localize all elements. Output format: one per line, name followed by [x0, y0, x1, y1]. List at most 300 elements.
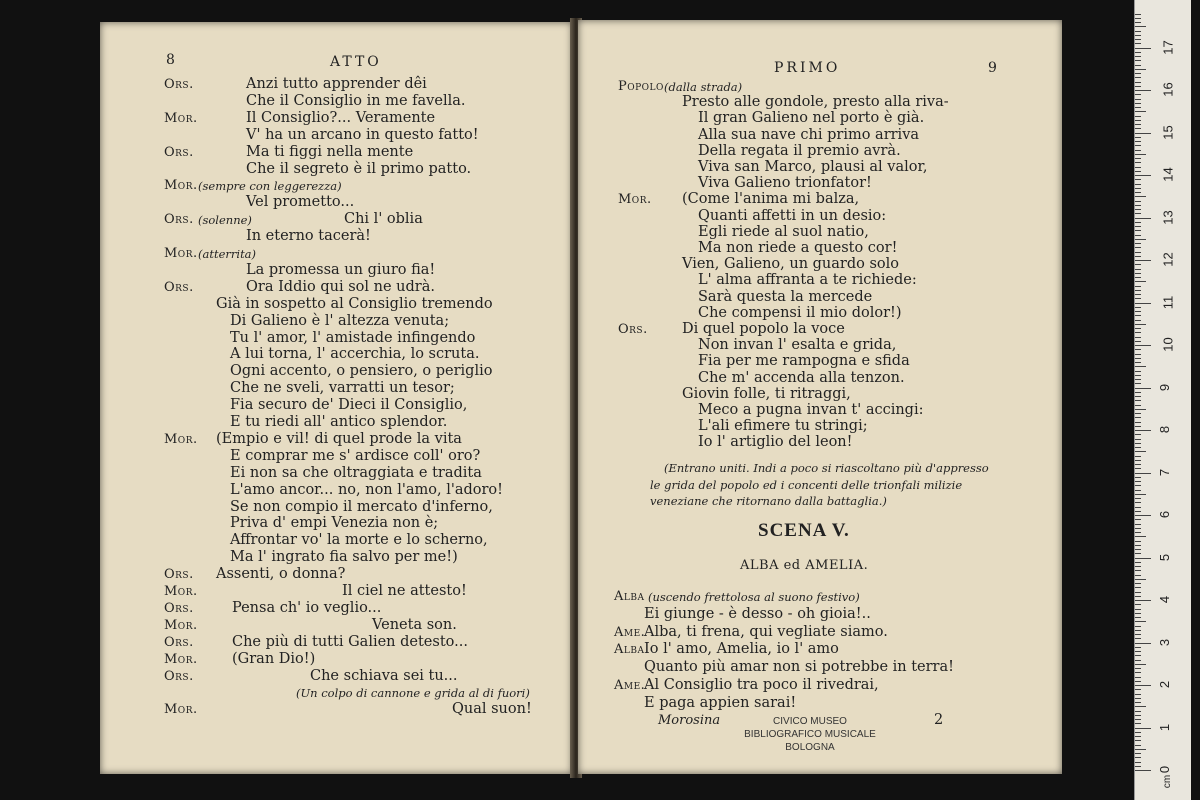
stage-direction: le grida del popolo ed i concenti delle trionfali milizie [650, 477, 963, 492]
ruler-tick [1135, 664, 1146, 665]
ruler-tick [1135, 447, 1141, 448]
ruler-tick [1135, 379, 1141, 380]
ruler-tick [1135, 14, 1141, 15]
ruler-tick [1135, 73, 1141, 74]
ruler-number: 12 [1160, 252, 1176, 267]
verse-lines [578, 20, 1062, 774]
ruler-tick [1135, 630, 1141, 631]
ruler-tick [1135, 757, 1141, 758]
verse-line: Alba, ti frena, qui vegliate siamo. [644, 623, 888, 640]
ruler-tick [1135, 94, 1141, 95]
ruler-tick [1135, 56, 1141, 57]
ruler-tick [1135, 507, 1141, 508]
verse-line: Che compensi il mio dolor!) [698, 304, 902, 321]
verse-line: Egli riede al suol natio, [698, 223, 869, 240]
ruler-tick [1135, 613, 1141, 614]
speaker-label: Mor. [164, 110, 198, 126]
ruler-tick [1135, 286, 1141, 287]
ruler-number: 2 [1157, 680, 1173, 689]
verse-line: Veneta son. [372, 616, 457, 633]
ruler-tick [1135, 570, 1141, 571]
verse-line: Il Consiglio?... Veramente [246, 109, 436, 126]
verse-line: Ma l' ingrato fia salvo per me!) [230, 549, 458, 566]
page-number: 8 [166, 52, 175, 68]
ruler-tick [1135, 422, 1141, 423]
stamp-line: BIBLIOGRAFICO MUSICALE [744, 729, 876, 740]
ruler-tick [1135, 201, 1141, 202]
ruler-tick [1135, 345, 1151, 346]
verse-line: Ei non sa che oltraggiata e tradita [230, 464, 482, 481]
ruler-number: 11 [1160, 295, 1176, 309]
ruler-tick [1135, 298, 1141, 299]
ruler-tick [1135, 307, 1141, 308]
verse-line: Affrontar vo' la morte e lo scherno, [230, 532, 488, 549]
ruler-tick [1135, 162, 1141, 163]
stage-direction: (dalla strada) [664, 80, 743, 94]
ruler-tick [1135, 528, 1141, 529]
verse-line: Io l' artiglio del leon! [698, 434, 853, 451]
ruler-tick [1135, 311, 1141, 312]
ruler-tick [1135, 48, 1151, 49]
ruler-unit: cm [1162, 774, 1174, 789]
ruler-tick [1135, 609, 1141, 610]
ruler-tick [1135, 481, 1141, 482]
ruler-tick [1135, 150, 1141, 151]
ruler-tick [1135, 43, 1141, 44]
ruler-tick [1135, 192, 1141, 193]
speaker-label: Ors. [164, 212, 194, 228]
ruler-tick [1135, 99, 1141, 100]
ruler-tick [1135, 766, 1141, 767]
speaker-label: Mor. [164, 584, 198, 599]
ruler-tick [1135, 247, 1141, 248]
verse-line: Che il segreto è il primo patto. [246, 160, 472, 177]
stage-direction: (uscendo frettolosa al suono festivo) [648, 590, 860, 604]
ruler-tick [1135, 179, 1141, 180]
stage-direction: (atterrita) [198, 247, 257, 261]
verse-line: Di quel popolo la voce [682, 321, 845, 337]
stage-direction: (solenne) [198, 213, 252, 228]
speaker-label: Popolo [618, 79, 664, 94]
ruler-tick [1135, 677, 1141, 678]
ruler-tick [1135, 753, 1141, 754]
verse-line: E comprar me s' ardisce coll' oro? [230, 447, 481, 464]
ruler-tick [1135, 413, 1141, 414]
ruler-tick [1135, 277, 1141, 278]
verse-line: Quanti affetti in un desio: [698, 207, 887, 224]
verse-line: Qual suon! [452, 701, 532, 718]
ruler-tick [1135, 532, 1141, 533]
ruler-tick [1135, 587, 1141, 588]
stage-direction: veneziane che ritornano dalla battaglia.) [650, 494, 887, 508]
verse-line: Alla sua nave chi primo arriva [698, 126, 920, 143]
verse-line: Non invan l' esalta e grida, [698, 337, 897, 354]
ruler-tick [1135, 460, 1141, 461]
ruler-tick [1135, 583, 1141, 584]
verse-line: Che schiava sei tu... [310, 667, 458, 684]
page-number: 9 [988, 60, 997, 76]
ruler-tick [1135, 120, 1141, 121]
ruler-tick [1135, 770, 1151, 771]
ruler-tick [1135, 681, 1141, 682]
verse-line: Vien, Galieno, un guardo solo [682, 256, 900, 273]
ruler-tick [1135, 320, 1141, 321]
ruler-tick [1135, 515, 1151, 516]
ruler-tick [1135, 388, 1151, 389]
ruler-number: 13 [1160, 209, 1176, 225]
ruler-tick [1135, 417, 1141, 418]
ruler-tick [1135, 728, 1151, 729]
ruler-tick [1135, 672, 1141, 673]
speaker-label: Ors. [164, 668, 194, 684]
ruler-tick [1135, 524, 1141, 525]
ruler-tick [1135, 723, 1141, 724]
ruler-number: 5 [1157, 553, 1173, 561]
speaker-label: Ors. [164, 77, 194, 92]
verse-line: Che ne sveli, varratti un tesor; [230, 380, 455, 397]
ruler-tick [1135, 536, 1146, 537]
ruler-tick [1135, 230, 1141, 231]
ruler-tick [1135, 473, 1151, 474]
verse-line: Priva d' empi Venezia non è; [230, 515, 439, 532]
verse-line: Ma ti figgi nella mente [246, 143, 414, 160]
verse-line: Viva san Marco, plausi al valor, [698, 159, 928, 175]
ruler-tick [1135, 451, 1146, 452]
scene-characters: ALBA ed AMELIA. [740, 558, 869, 573]
ruler-number: 10 [1160, 337, 1176, 352]
ruler-tick [1135, 604, 1141, 605]
ruler-tick [1135, 222, 1141, 223]
verse-line: L'ali efimere tu stringi; [698, 418, 868, 435]
ruler-tick [1135, 145, 1141, 146]
ruler-tick [1135, 52, 1141, 53]
verse-line: L' alma affranta a te richiede: [698, 272, 917, 289]
verse-line: E paga appien sarai! [644, 694, 797, 711]
ruler-tick [1135, 22, 1141, 23]
ruler-tick [1135, 90, 1151, 91]
verse-line: Sarà questa la mercede [698, 288, 873, 305]
ruler-number: 7 [1157, 468, 1173, 476]
ruler-tick [1135, 252, 1141, 253]
ruler-tick [1135, 490, 1141, 491]
ruler-tick [1135, 243, 1141, 244]
ruler-tick [1135, 579, 1146, 580]
ruler-tick [1135, 158, 1141, 159]
ruler-tick [1135, 706, 1146, 707]
verse-line: Vel prometto... [246, 194, 355, 211]
verse-line: Meco a pugna invan t' accingi: [698, 402, 924, 418]
speaker-label: Alba [614, 589, 645, 604]
verse-line: (Empio e vil! di quel prode la vita [216, 430, 462, 447]
ruler-tick [1135, 715, 1141, 716]
ruler-tick [1135, 324, 1146, 325]
ruler-tick [1135, 702, 1141, 703]
ruler-tick [1135, 154, 1146, 155]
ruler-tick [1135, 196, 1146, 197]
ruler-number: 3 [1157, 638, 1173, 646]
ruler-tick [1135, 69, 1146, 70]
ruler-tick [1135, 502, 1141, 503]
ruler-tick [1135, 137, 1141, 138]
ruler-tick [1135, 566, 1141, 567]
ruler-tick [1135, 485, 1141, 486]
ruler-tick [1135, 719, 1141, 720]
ruler-tick [1135, 736, 1141, 737]
speaker-label: Ors. [164, 279, 194, 295]
ruler-tick [1135, 592, 1141, 593]
ruler-number: 16 [1160, 82, 1176, 97]
ruler-tick [1135, 600, 1151, 601]
speaker-label: Mor. [164, 431, 198, 447]
ruler-tick [1135, 655, 1141, 656]
ruler-tick [1135, 124, 1141, 125]
verse-line: Fia per me rampogna e sfida [698, 353, 910, 370]
ruler-tick [1135, 337, 1141, 338]
ruler-tick [1135, 647, 1141, 648]
ruler-tick [1135, 235, 1141, 236]
ruler-number: 14 [1160, 167, 1176, 182]
ruler-tick [1135, 643, 1151, 644]
ruler-tick [1135, 575, 1141, 576]
verse-line: Chi l' oblia [344, 211, 423, 228]
footer-signature: Morosina [658, 713, 721, 728]
ruler-tick [1135, 82, 1141, 83]
verse-line: Tu l' amor, l' amistade infingendo [230, 329, 476, 346]
ruler-tick [1135, 651, 1141, 652]
ruler-tick [1135, 184, 1141, 185]
ruler-tick [1135, 638, 1141, 639]
verse-line: Se non compio il mercato d'inferno, [230, 498, 493, 515]
ruler-tick [1135, 107, 1141, 108]
ruler-tick [1135, 128, 1141, 129]
verse-line: Il ciel ne attesto! [342, 583, 467, 599]
ruler-tick [1135, 375, 1141, 376]
ruler-tick [1135, 430, 1151, 431]
ruler-number: 9 [1157, 383, 1173, 391]
ruler-number: 4 [1157, 595, 1173, 604]
ruler-tick [1135, 188, 1141, 189]
verse-line: Di Galieno è l' altezza venuta; [230, 312, 450, 329]
ruler-tick [1135, 256, 1141, 257]
verse-line: Ei giunge - è desso - oh gioia!.. [644, 605, 871, 622]
speaker-label: Ors. [164, 567, 194, 583]
speaker-label: Mor. [164, 651, 198, 667]
stamp-line: BOLOGNA [785, 742, 835, 753]
ruler-tick [1135, 383, 1141, 384]
verse-line: Della regata il premio avrà. [698, 142, 901, 159]
ruler-tick [1135, 562, 1141, 563]
speaker-label: Mor. [164, 246, 198, 261]
speaker-label: Ors. [618, 322, 648, 337]
ruler-tick [1135, 541, 1141, 542]
ruler-number: 0 [1157, 765, 1173, 774]
ruler-tick [1135, 269, 1141, 270]
ruler-tick [1135, 273, 1141, 274]
page-header: ATTO [330, 54, 382, 70]
ruler-tick [1135, 477, 1141, 478]
ruler-tick [1135, 396, 1141, 397]
ruler-tick [1135, 694, 1141, 695]
ruler-tick [1135, 689, 1141, 690]
verse-line: (Come l'anima mi balza, [682, 191, 860, 208]
ruler-tick [1135, 213, 1141, 214]
footer-signature-number: 2 [934, 712, 944, 728]
stamp-line: CIVICO MUSEO [773, 716, 847, 727]
speaker-label: Ame. [614, 678, 646, 693]
ruler-tick [1135, 60, 1141, 61]
verse-line: La promessa un giuro fia! [246, 261, 436, 278]
ruler-tick [1135, 358, 1141, 359]
ruler-tick [1135, 732, 1141, 733]
verse-line: Ma non riede a questo cor! [698, 240, 898, 256]
ruler-number: 6 [1157, 510, 1173, 519]
ruler-tick [1135, 443, 1141, 444]
ruler-tick [1135, 405, 1141, 406]
ruler-tick [1135, 626, 1141, 627]
ruler-tick [1135, 366, 1146, 367]
verse-line: L'amo ancor... no, non l'amo, l'adoro! [230, 481, 503, 498]
ruler-tick [1135, 660, 1141, 661]
ruler-tick [1135, 617, 1141, 618]
ruler-number: 1 [1157, 723, 1173, 731]
ruler-tick [1135, 332, 1141, 333]
ruler-tick [1135, 711, 1141, 712]
ruler-tick [1135, 294, 1141, 295]
ruler-tick [1135, 354, 1141, 355]
ruler-tick [1135, 103, 1141, 104]
verse-line: Io l' amo, Amelia, io l' amo [644, 641, 839, 658]
verse-line: Ora Iddio qui sol ne udrà. [246, 278, 435, 295]
ruler-tick [1135, 519, 1141, 520]
ruler-tick [1135, 86, 1141, 87]
ruler-tick [1135, 31, 1141, 32]
ruler-tick [1135, 65, 1141, 66]
stage-direction: (Entrano uniti. Indi a poco si riascoltano più d'appresso [664, 461, 989, 475]
verse-line: E tu riedi all' antico splendor. [230, 414, 448, 430]
verse-line: Il gran Galieno nel porto è già. [698, 110, 925, 127]
verse-line: Presto alle gondole, presto alla riva- [682, 94, 949, 111]
ruler-tick [1135, 303, 1151, 304]
speaker-label: Ors. [164, 600, 194, 616]
ruler-tick [1135, 621, 1146, 622]
speaker-label: Ame. [614, 624, 646, 640]
ruler-tick [1135, 116, 1141, 117]
ruler-tick [1135, 596, 1141, 597]
stage-direction: (sempre con leggerezza) [198, 179, 342, 194]
ruler-tick [1135, 545, 1141, 546]
ruler-tick [1135, 439, 1141, 440]
page-header: PRIMO [774, 60, 841, 76]
verse-line: Ogni accento, o pensiero, o periglio [230, 363, 493, 380]
ruler-tick [1135, 226, 1141, 227]
ruler-tick [1135, 209, 1141, 210]
ruler-tick [1135, 167, 1141, 168]
ruler-tick [1135, 762, 1141, 763]
ruler-tick [1135, 400, 1141, 401]
ruler-tick [1135, 328, 1141, 329]
ruler-tick [1135, 175, 1151, 176]
verse-line: A lui torna, l' accerchia, lo scruta. [230, 346, 480, 363]
stage-direction: (Un colpo di cannone e grida al di fuori) [296, 686, 530, 701]
ruler-tick [1135, 18, 1141, 19]
verse-line: Anzi tutto apprender dêi [246, 76, 427, 92]
right-page [578, 20, 1062, 774]
ruler-tick [1135, 426, 1141, 427]
verse-line: Che il Consiglio in me favella. [246, 92, 466, 109]
speaker-label: Mor. [164, 617, 198, 633]
ruler-tick [1135, 35, 1141, 36]
ruler-tick [1135, 558, 1151, 559]
ruler-tick [1135, 392, 1141, 393]
verse-line: Che m' accenda alla tenzon. [698, 369, 905, 386]
ruler-tick [1135, 349, 1141, 350]
speaker-label: Mor. [618, 192, 652, 208]
library-stamp [730, 715, 890, 754]
ruler-tick [1135, 464, 1141, 465]
ruler-tick [1135, 315, 1141, 316]
speaker-label: Mor. [164, 702, 198, 718]
ruler-tick [1135, 111, 1146, 112]
left-page [100, 22, 572, 774]
ruler-tick [1135, 141, 1141, 142]
ruler-tick [1135, 456, 1141, 457]
ruler-tick [1135, 39, 1141, 40]
ruler-tick [1135, 290, 1141, 291]
ruler-tick [1135, 205, 1141, 206]
ruler-number: 8 [1157, 425, 1173, 434]
ruler-tick [1135, 341, 1141, 342]
verse-line: Quanto più amar non si potrebbe in terra! [644, 659, 954, 676]
ruler-tick [1135, 468, 1141, 469]
verse-line: Già in sospetto al Consiglio tremendo [216, 295, 493, 312]
ruler-tick [1135, 260, 1151, 261]
scene-title: SCENA V. [758, 520, 850, 541]
ruler-tick [1135, 634, 1141, 635]
ruler-tick [1135, 409, 1146, 410]
ruler-tick [1135, 553, 1141, 554]
ruler-tick [1135, 239, 1146, 240]
verse-line: Pensa ch' io veglio... [232, 599, 382, 616]
ruler-tick [1135, 498, 1141, 499]
ruler-tick [1135, 264, 1141, 265]
speaker-label: Ors. [164, 634, 194, 650]
ruler-tick [1135, 511, 1141, 512]
ruler-tick [1135, 171, 1141, 172]
ruler-tick [1135, 740, 1141, 741]
verse-line: In eterno tacerà! [246, 228, 371, 245]
ruler-tick [1135, 549, 1141, 550]
verse-line: (Gran Dio!) [232, 650, 316, 667]
ruler-tick [1135, 698, 1141, 699]
ruler-tick [1135, 362, 1141, 363]
ruler-number: 17 [1160, 39, 1176, 55]
ruler-tick [1135, 749, 1146, 750]
ruler-tick [1135, 745, 1141, 746]
verse-line: Viva Galieno trionfator! [698, 175, 872, 192]
ruler-tick [1135, 218, 1151, 219]
ruler-tick [1135, 26, 1146, 27]
ruler-tick [1135, 133, 1151, 134]
verse-line: V' ha un arcano in questo fatto! [246, 126, 479, 143]
ruler-tick [1135, 434, 1141, 435]
verse-line: Al Consiglio tra poco il rivedrai, [644, 677, 879, 693]
ruler-tick [1135, 281, 1146, 282]
speaker-label: Alba [614, 642, 645, 658]
verse-line: Fia securo de' Dieci il Consiglio, [230, 397, 468, 414]
verse-line: Che più di tutti Galien detesto... [232, 633, 468, 650]
ruler-tick [1135, 668, 1141, 669]
speaker-label: Ors. [164, 144, 194, 160]
